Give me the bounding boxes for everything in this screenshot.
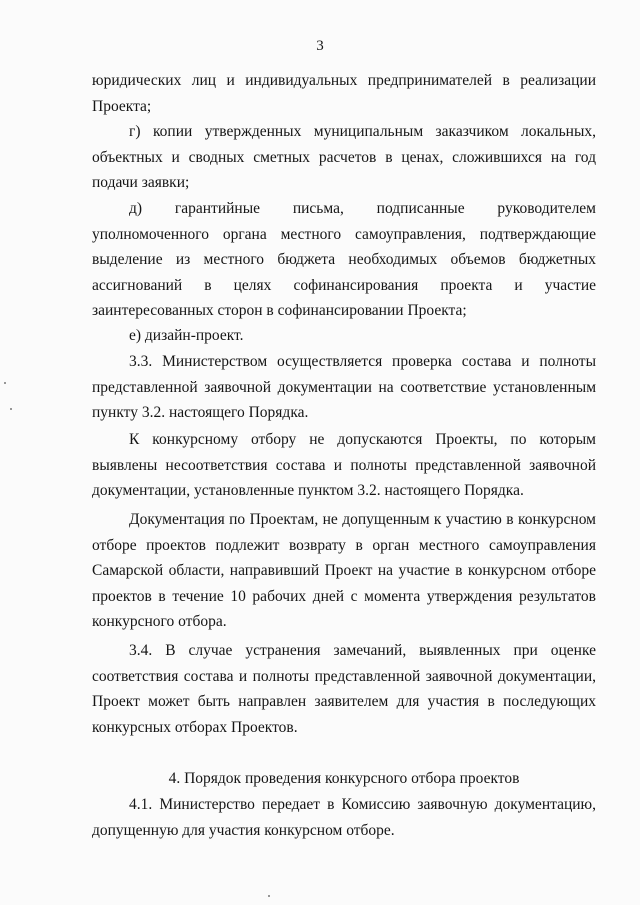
paragraph-not-admitted: К конкурсному отбору не допускаются Проекты, по которым выявлены несоответствия состава и полноты представленной заявочной документации, установленные пунктом 3.2. настоящего Порядка. <box>92 431 596 499</box>
scan-speck <box>4 382 6 384</box>
paragraph-3-4: 3.4. В случае устранения замечаний, выявленных при оценке соответствия состава и полноты представленной заявочной документации, Проект может быть направлен заявителем для участия в последующих конкурсных отборах Проектов. <box>92 642 596 736</box>
page-number: 3 <box>316 38 324 54</box>
paragraph-4-1: 4.1. Министерство передает в Комиссию заявочную документацию, допущенную для участия конкурсном отборе. <box>92 796 596 839</box>
paragraph-documentation-return: Документация по Проектам, не допущенным к участию в конкурсном отборе проектов подлежит возврату в орган местного самоуправления Самарской области, направивший Проект на участие в конкурсном отборе проектов в течение 10 рабочих дней с момента утверждения результатов конкурсного отбора. <box>92 511 596 630</box>
paragraph-continuation: юридических лиц и индивидуальных предпринимателей в реализации Проекта; <box>92 72 596 115</box>
scan-speck <box>268 895 270 897</box>
paragraph-3-3: 3.3. Министерством осуществляется проверка состава и полноты представленной заявочной документации на соответствие установленным пункту 3.2. настоящего Порядка. <box>92 353 596 421</box>
section-heading: 4. Порядок проведения конкурсного отбора проектов <box>168 770 520 787</box>
paragraph-item-d: д) гарантийные письма, подписанные руководителем уполномоченного органа местного самоуправления, подтверждающие выделение из местного бюджета необходимых объемов бюджетных ассигнований в целях софинансирования проекта и участие заинтересованных сторон в софинансировании Проекта; <box>92 200 596 319</box>
scan-speck <box>10 408 12 410</box>
paragraph-item-e: е) дизайн-проект. <box>129 327 244 344</box>
paragraph-item-g: г) копии утвержденных муниципальным заказчиком локальных, объектных и сводных сметных расчетов в ценах, сложившихся на год подачи заявки; <box>92 123 596 191</box>
